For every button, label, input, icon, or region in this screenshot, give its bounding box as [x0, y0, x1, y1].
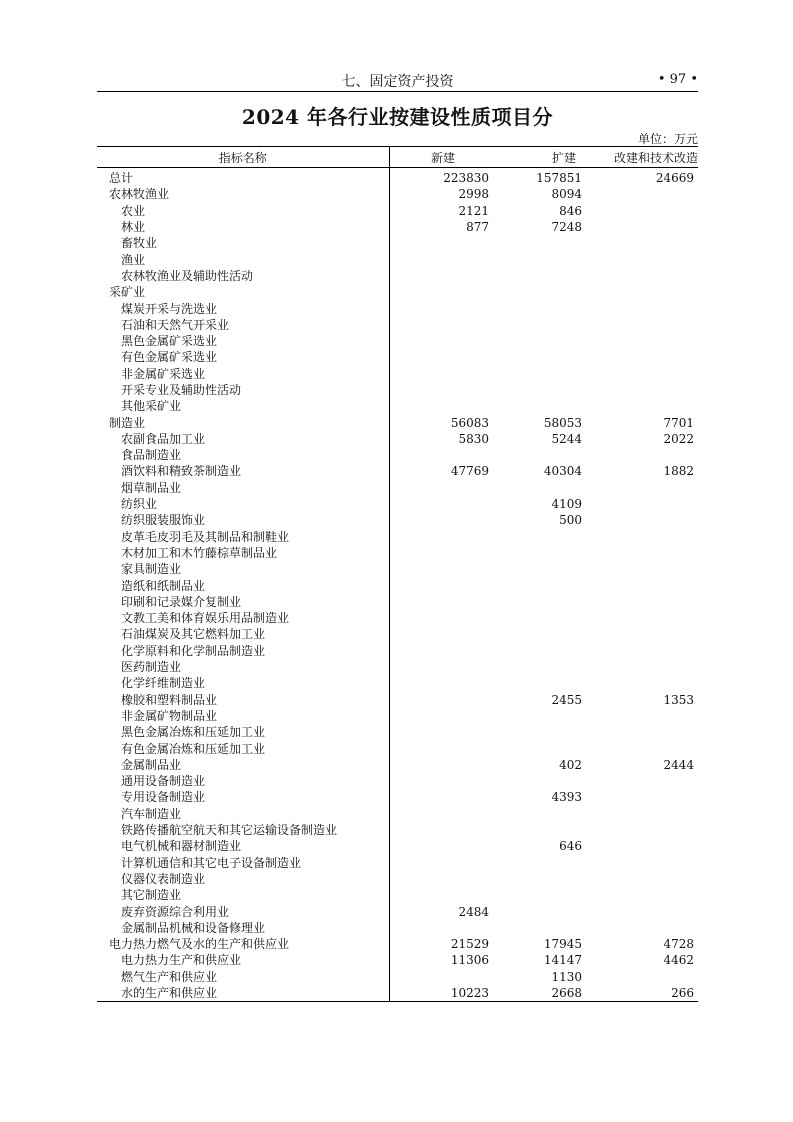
row-name-cell: 计算机通信和其它电子设备制造业 — [97, 854, 389, 870]
row-name-cell: 专用设备制造业 — [97, 789, 389, 805]
table-row — [97, 838, 698, 854]
table-row — [97, 854, 698, 870]
row-renovation-cell — [586, 284, 698, 300]
row-extension-cell — [491, 284, 586, 300]
table-row — [97, 626, 698, 642]
row-name-cell: 石油和天然气开采业 — [97, 317, 389, 333]
row-renovation-cell — [586, 643, 698, 659]
row-name-cell: 采矿业 — [97, 284, 389, 300]
row-renovation-cell — [586, 659, 698, 675]
row-extension-cell — [491, 382, 586, 398]
row-name-cell: 纺织服装服饰业 — [97, 512, 389, 528]
row-name-cell: 农林牧渔业及辅助性活动 — [97, 268, 389, 284]
row-renovation-cell — [586, 398, 698, 414]
row-new-cell — [389, 268, 491, 284]
row-extension-cell: 500 — [559, 513, 582, 528]
column-header-renovation: 改建和技术改造 — [586, 147, 698, 168]
row-name-cell: 橡胶和塑料制品业 — [97, 692, 389, 708]
row-name-cell: 酒饮料和精致茶制造业 — [97, 463, 389, 479]
row-new-cell — [389, 708, 491, 724]
table-row — [97, 806, 698, 822]
row-renovation-cell — [586, 789, 698, 805]
row-extension-cell — [491, 398, 586, 414]
row-renovation-cell — [586, 610, 698, 626]
row-renovation-cell: 1882 — [663, 464, 694, 479]
table-row — [97, 692, 698, 708]
row-extension-cell — [491, 447, 586, 463]
row-renovation-cell — [586, 740, 698, 756]
row-new-cell — [389, 349, 491, 365]
row-name-cell: 农副食品加工业 — [97, 431, 389, 447]
row-extension-cell — [491, 854, 586, 870]
row-new-cell — [389, 920, 491, 936]
row-extension-cell — [491, 675, 586, 691]
row-new-cell: 47769 — [450, 464, 489, 479]
row-extension-cell — [491, 529, 586, 545]
row-name-cell: 烟草制品业 — [97, 480, 389, 496]
row-name-cell: 汽车制造业 — [97, 806, 389, 822]
row-name-cell: 总计 — [97, 168, 389, 187]
row-new-cell: 2998 — [458, 187, 489, 202]
table-row — [97, 512, 698, 528]
row-name-cell: 非金属矿物制品业 — [97, 708, 389, 724]
row-extension-cell — [491, 235, 586, 251]
table-row — [97, 887, 698, 903]
row-renovation-cell: 266 — [586, 985, 698, 1002]
row-name-cell: 其他采矿业 — [97, 398, 389, 414]
table-row — [97, 903, 698, 919]
table-row — [97, 349, 698, 365]
row-new-cell — [389, 561, 491, 577]
row-name-cell: 皮革毛皮羽毛及其制品和制鞋业 — [97, 529, 389, 545]
table-row — [97, 431, 698, 447]
table-row — [97, 168, 698, 187]
row-name-cell: 有色金属矿采选业 — [97, 349, 389, 365]
row-renovation-cell — [586, 219, 698, 235]
row-extension-cell — [491, 545, 586, 561]
row-name-cell: 煤炭开采与洗选业 — [97, 300, 389, 316]
row-extension-cell — [491, 480, 586, 496]
row-renovation-cell — [586, 773, 698, 789]
row-extension-cell: 2455 — [551, 692, 582, 707]
row-new-cell: 877 — [466, 220, 489, 235]
row-renovation-cell — [586, 251, 698, 267]
row-name-cell: 纺织业 — [97, 496, 389, 512]
row-extension-cell — [491, 806, 586, 822]
table-row — [97, 920, 698, 936]
table-row — [97, 969, 698, 985]
row-new-cell — [389, 512, 491, 528]
table-body — [97, 168, 698, 1002]
row-extension-cell — [491, 577, 586, 593]
row-renovation-cell — [586, 724, 698, 740]
row-extension-cell — [491, 822, 586, 838]
row-name-cell: 开采专业及辅助性活动 — [97, 382, 389, 398]
row-extension-cell — [491, 317, 586, 333]
table-row — [97, 773, 698, 789]
row-renovation-cell — [586, 854, 698, 870]
row-renovation-cell: 2022 — [663, 431, 694, 446]
row-extension-cell — [491, 871, 586, 887]
table-title: 2024 年各行业按建设性质项目分 — [241, 105, 554, 129]
table-row — [97, 740, 698, 756]
row-renovation-cell: 4462 — [663, 953, 694, 968]
row-renovation-cell: 7701 — [663, 415, 694, 430]
row-new-cell: 10223 — [389, 985, 491, 1002]
row-name-cell: 水的生产和供应业 — [97, 985, 389, 1002]
row-new-cell — [389, 854, 491, 870]
row-name-cell: 非金属矿采选业 — [97, 366, 389, 382]
table-row — [97, 235, 698, 251]
table-row — [97, 577, 698, 593]
row-renovation-cell — [586, 806, 698, 822]
row-renovation-cell — [586, 512, 698, 528]
row-extension-cell: 40304 — [543, 464, 582, 479]
table-row — [97, 219, 698, 235]
table-row — [97, 366, 698, 382]
row-name-cell: 通用设备制造业 — [97, 773, 389, 789]
row-extension-cell — [491, 887, 586, 903]
column-header-extension: 扩建 — [491, 147, 586, 168]
row-extension-cell — [491, 626, 586, 642]
table-row — [97, 251, 698, 267]
table-row — [97, 463, 698, 479]
table-row — [97, 675, 698, 691]
row-name-cell: 化学纤维制造业 — [97, 675, 389, 691]
row-name-cell: 畜牧业 — [97, 235, 389, 251]
row-renovation-cell: 4728 — [663, 937, 694, 952]
row-new-cell — [389, 333, 491, 349]
row-extension-cell — [491, 300, 586, 316]
row-new-cell — [389, 757, 491, 773]
row-extension-cell: 5244 — [551, 431, 582, 446]
row-name-cell: 黑色金属冶炼和压延加工业 — [97, 724, 389, 740]
row-name-cell: 金属制品机械和设备修理业 — [97, 920, 389, 936]
table-row — [97, 317, 698, 333]
row-name-cell: 电力热力燃气及水的生产和供应业 — [97, 936, 389, 952]
table-row — [97, 985, 698, 1002]
row-new-cell — [389, 724, 491, 740]
column-header-new: 新建 — [389, 147, 491, 168]
row-renovation-cell — [586, 675, 698, 691]
table-row — [97, 545, 698, 561]
row-extension-cell — [491, 349, 586, 365]
row-extension-cell — [491, 920, 586, 936]
row-new-cell — [389, 300, 491, 316]
row-new-cell — [389, 480, 491, 496]
row-extension-cell: 4393 — [551, 790, 582, 805]
row-renovation-cell — [586, 561, 698, 577]
row-name-cell: 制造业 — [97, 414, 389, 430]
row-renovation-cell — [586, 920, 698, 936]
row-new-cell: 21529 — [450, 937, 489, 952]
row-extension-cell: 646 — [559, 839, 582, 854]
row-name-cell: 农林牧渔业 — [97, 186, 389, 202]
page-number: • 97 • — [657, 72, 698, 87]
row-extension-cell: 402 — [559, 757, 582, 772]
table-row — [97, 480, 698, 496]
investment-table — [97, 146, 698, 1002]
row-extension-cell — [491, 561, 586, 577]
row-name-cell: 有色金属冶炼和压延加工业 — [97, 740, 389, 756]
table-row — [97, 300, 698, 316]
row-new-cell — [389, 398, 491, 414]
row-renovation-cell — [586, 186, 698, 202]
row-new-cell — [389, 806, 491, 822]
row-extension-cell — [491, 610, 586, 626]
table-row — [97, 822, 698, 838]
row-new-cell — [389, 317, 491, 333]
table-row — [97, 284, 698, 300]
row-extension-cell: 17945 — [543, 937, 582, 952]
row-name-cell: 铁路传播航空航天和其它运输设备制造业 — [97, 822, 389, 838]
row-extension-cell — [491, 594, 586, 610]
row-name-cell: 石油煤炭及其它燃料加工业 — [97, 626, 389, 642]
table-row — [97, 659, 698, 675]
row-renovation-cell — [586, 366, 698, 382]
row-extension-cell: 58053 — [543, 415, 582, 430]
row-new-cell — [389, 284, 491, 300]
row-renovation-cell — [586, 887, 698, 903]
row-name-cell: 文教工美和体育娱乐用品制造业 — [97, 610, 389, 626]
row-new-cell — [389, 969, 491, 985]
table-row — [97, 789, 698, 805]
table-header-row — [97, 147, 698, 168]
row-new-cell — [389, 887, 491, 903]
row-renovation-cell — [586, 545, 698, 561]
table-row — [97, 936, 698, 952]
row-extension-cell — [491, 773, 586, 789]
table-row — [97, 398, 698, 414]
table-row — [97, 708, 698, 724]
row-renovation-cell: 1353 — [663, 692, 694, 707]
row-new-cell — [389, 235, 491, 251]
row-new-cell — [389, 251, 491, 267]
row-name-cell: 家具制造业 — [97, 561, 389, 577]
row-renovation-cell — [586, 577, 698, 593]
row-extension-cell — [491, 659, 586, 675]
row-name-cell: 其它制造业 — [97, 887, 389, 903]
table-row — [97, 186, 698, 202]
row-renovation-cell — [586, 480, 698, 496]
row-new-cell — [389, 822, 491, 838]
row-name-cell: 金属制品业 — [97, 757, 389, 773]
row-extension-cell — [491, 251, 586, 267]
row-renovation-cell — [586, 268, 698, 284]
row-extension-cell: 4109 — [551, 497, 582, 512]
row-extension-cell: 1130 — [551, 969, 582, 984]
table-row — [97, 724, 698, 740]
row-new-cell — [389, 838, 491, 854]
row-new-cell: 11306 — [450, 953, 489, 968]
row-new-cell — [389, 577, 491, 593]
row-renovation-cell — [586, 626, 698, 642]
row-name-cell: 黑色金属矿采选业 — [97, 333, 389, 349]
row-new-cell — [389, 447, 491, 463]
row-renovation-cell — [586, 447, 698, 463]
row-renovation-cell — [586, 838, 698, 854]
row-extension-cell — [491, 724, 586, 740]
row-new-cell — [389, 529, 491, 545]
row-new-cell — [389, 871, 491, 887]
row-extension-cell: 8094 — [551, 187, 582, 202]
row-name-cell: 木材加工和木竹藤棕草制品业 — [97, 545, 389, 561]
row-new-cell — [389, 643, 491, 659]
row-extension-cell: 7248 — [551, 220, 582, 235]
row-name-cell: 渔业 — [97, 251, 389, 267]
table-row — [97, 382, 698, 398]
row-extension-cell — [491, 333, 586, 349]
row-extension-cell: 2668 — [491, 985, 586, 1002]
row-new-cell — [389, 610, 491, 626]
row-renovation-cell — [586, 822, 698, 838]
row-name-cell: 印刷和记录媒介复制业 — [97, 594, 389, 610]
row-renovation-cell — [586, 903, 698, 919]
section-title: 七、固定资产投资 — [341, 74, 454, 90]
table-row — [97, 757, 698, 773]
row-new-cell — [389, 366, 491, 382]
row-new-cell — [389, 382, 491, 398]
table-row — [97, 414, 698, 430]
row-renovation-cell — [586, 349, 698, 365]
table-row — [97, 447, 698, 463]
row-new-cell: 56083 — [450, 415, 489, 430]
row-renovation-cell — [586, 235, 698, 251]
row-new-cell: 2484 — [458, 904, 489, 919]
table-row — [97, 871, 698, 887]
row-new-cell — [389, 626, 491, 642]
table-row — [97, 268, 698, 284]
row-new-cell — [389, 675, 491, 691]
row-name-cell: 燃气生产和供应业 — [97, 969, 389, 985]
row-renovation-cell — [586, 594, 698, 610]
table-row — [97, 952, 698, 968]
row-extension-cell: 157851 — [536, 171, 582, 186]
row-new-cell: 5830 — [458, 431, 489, 446]
row-name-cell: 仪器仪表制造业 — [97, 871, 389, 887]
row-renovation-cell — [586, 203, 698, 219]
row-new-cell: 2121 — [458, 203, 489, 218]
row-extension-cell — [491, 708, 586, 724]
row-new-cell — [389, 545, 491, 561]
unit-note: 单位：万元 — [637, 132, 698, 146]
row-renovation-cell — [586, 317, 698, 333]
row-renovation-cell: 2444 — [663, 757, 694, 772]
row-new-cell — [389, 773, 491, 789]
column-header-name: 指标名称 — [97, 147, 389, 168]
table-row — [97, 496, 698, 512]
row-extension-cell — [491, 740, 586, 756]
row-new-cell — [389, 659, 491, 675]
table-row — [97, 529, 698, 545]
row-name-cell: 化学原料和化学制品制造业 — [97, 643, 389, 659]
row-new-cell — [389, 740, 491, 756]
row-name-cell: 医药制造业 — [97, 659, 389, 675]
row-new-cell: 223830 — [443, 171, 489, 186]
row-new-cell — [389, 496, 491, 512]
table-row — [97, 643, 698, 659]
row-extension-cell — [491, 268, 586, 284]
table-row — [97, 333, 698, 349]
row-extension-cell — [491, 903, 586, 919]
row-extension-cell: 846 — [559, 203, 582, 218]
row-renovation-cell — [586, 871, 698, 887]
row-name-cell: 农业 — [97, 203, 389, 219]
row-name-cell: 林业 — [97, 219, 389, 235]
row-name-cell: 电气机械和器材制造业 — [97, 838, 389, 854]
row-name-cell: 废弃资源综合利用业 — [97, 903, 389, 919]
row-extension-cell — [491, 643, 586, 659]
row-renovation-cell — [586, 300, 698, 316]
row-new-cell — [389, 789, 491, 805]
row-name-cell: 食品制造业 — [97, 447, 389, 463]
row-renovation-cell — [586, 333, 698, 349]
row-renovation-cell — [586, 529, 698, 545]
row-new-cell — [389, 692, 491, 708]
row-renovation-cell: 24669 — [655, 171, 694, 186]
row-extension-cell: 14147 — [543, 953, 582, 968]
row-renovation-cell — [586, 382, 698, 398]
table-row — [97, 594, 698, 610]
table-row — [97, 203, 698, 219]
row-renovation-cell — [586, 496, 698, 512]
row-name-cell: 电力热力生产和供应业 — [97, 952, 389, 968]
row-renovation-cell — [586, 969, 698, 985]
table-row — [97, 561, 698, 577]
row-renovation-cell — [586, 708, 698, 724]
row-new-cell — [389, 594, 491, 610]
row-extension-cell — [491, 366, 586, 382]
table-row — [97, 610, 698, 626]
running-header — [97, 69, 698, 92]
row-name-cell: 造纸和纸制品业 — [97, 577, 389, 593]
